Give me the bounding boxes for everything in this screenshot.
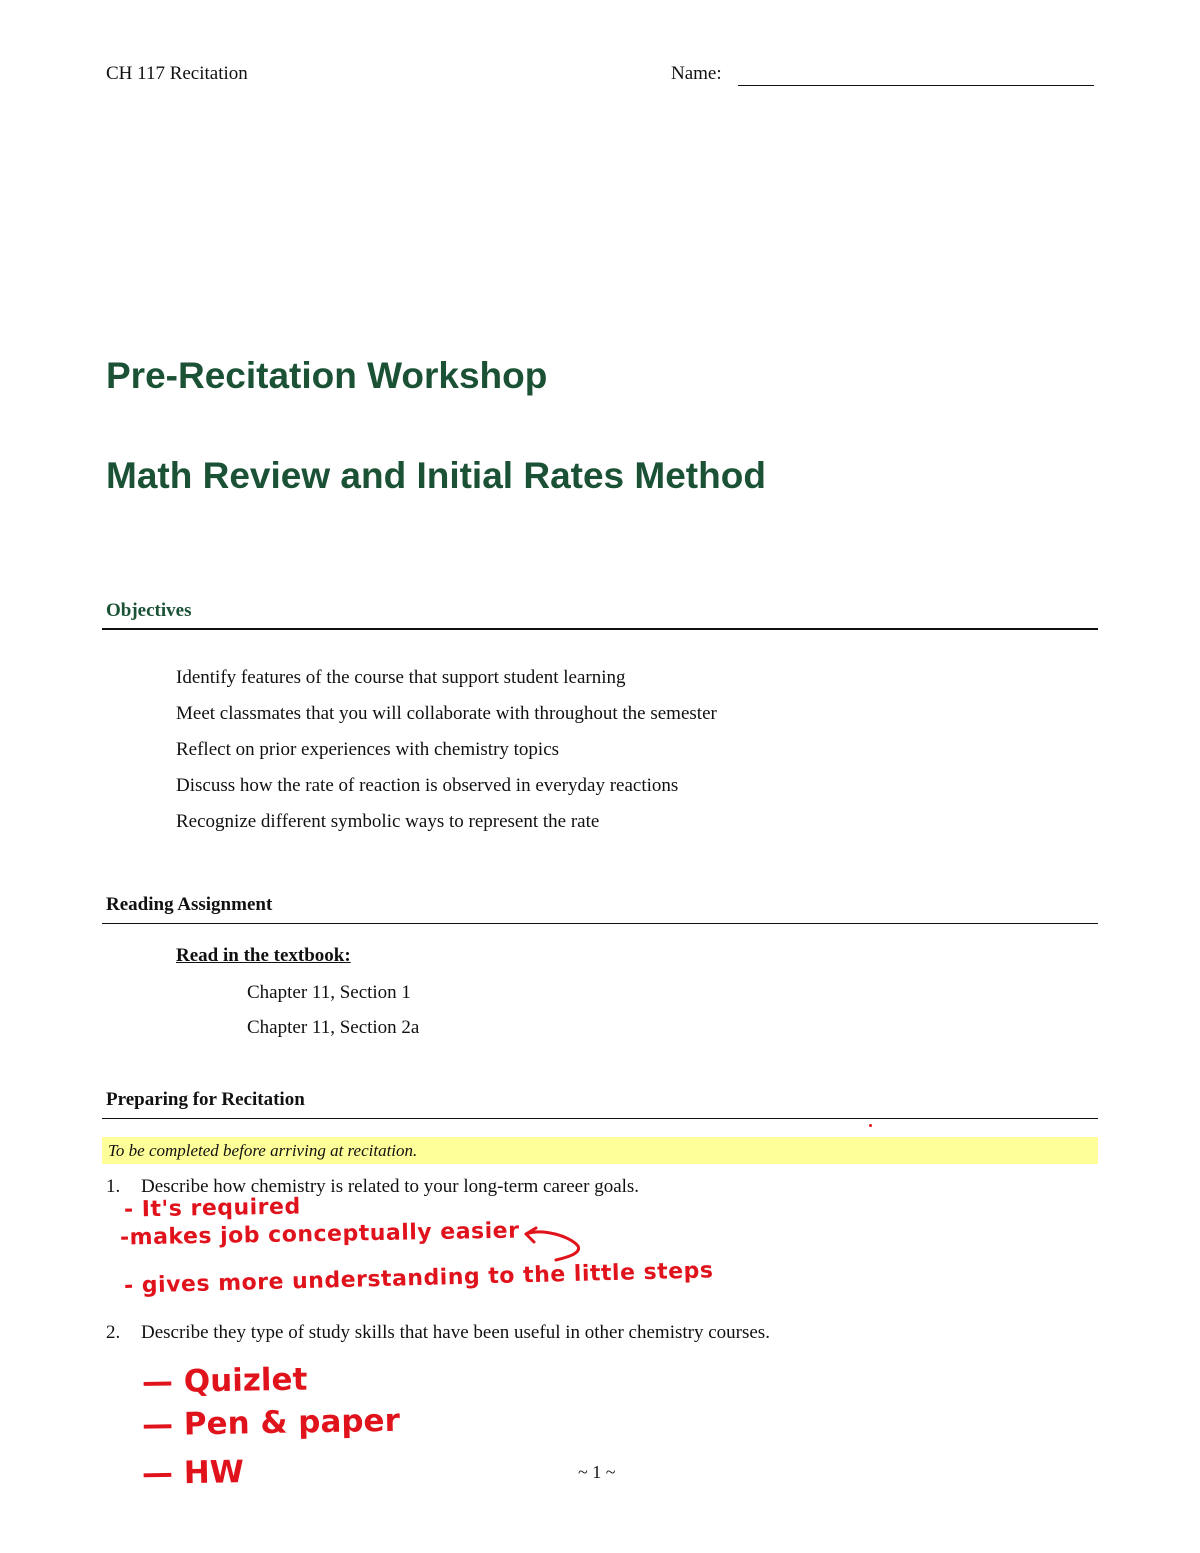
question-text: Describe how chemistry is related to your long-term career goals. [141, 1176, 640, 1197]
reading-item: Chapter 11, Section 2a [247, 1017, 420, 1038]
name-label: Name: [671, 63, 722, 84]
reading-heading: Reading Assignment [106, 894, 273, 915]
preparing-divider [102, 1118, 1098, 1119]
page-subtitle: Math Review and Initial Rates Method [106, 455, 766, 496]
objective-item: Identify features of the course that support student learning [176, 667, 626, 688]
objective-item: Reflect on prior experiences with chemistry topics [176, 739, 560, 760]
name-blank-line[interactable] [738, 85, 1094, 86]
objective-item: Meet classmates that you will collaborate with throughout the semester [176, 703, 717, 724]
preparing-heading: Preparing for Recitation [106, 1089, 305, 1110]
page-title: Pre-Recitation Workshop [106, 355, 548, 396]
handwritten-answer: - It's required [123, 1194, 301, 1223]
ink-dot [869, 1124, 872, 1127]
handwritten-answer: — Quizlet [141, 1361, 308, 1401]
page-number: ~ 1 ~ [578, 1462, 616, 1482]
reading-item: Chapter 11, Section 1 [247, 982, 411, 1003]
handwritten-answer: — HW [141, 1454, 245, 1492]
handwritten-answer: -makes job conceptually easier [119, 1218, 520, 1251]
objectives-divider [102, 628, 1098, 630]
reading-label: Read in the textbook: [176, 945, 351, 966]
question-number: 1. [106, 1176, 121, 1197]
objective-item: Discuss how the rate of reaction is observed in everyday reactions [176, 775, 679, 796]
question-text: Describe they type of study skills that have been useful in other chemistry courses. [141, 1322, 770, 1343]
course-header: CH 117 Recitation [106, 63, 248, 84]
objectives-heading: Objectives [106, 600, 192, 621]
handwritten-answer: - gives more understanding to the little steps [123, 1258, 714, 1299]
reading-divider [102, 923, 1098, 924]
instruction-note: To be completed before arriving at recitation. [108, 1141, 418, 1160]
objective-item: Recognize different symbolic ways to represent the rate [176, 811, 600, 832]
handwritten-answer: — Pen & paper [141, 1402, 401, 1444]
question-number: 2. [106, 1322, 121, 1343]
